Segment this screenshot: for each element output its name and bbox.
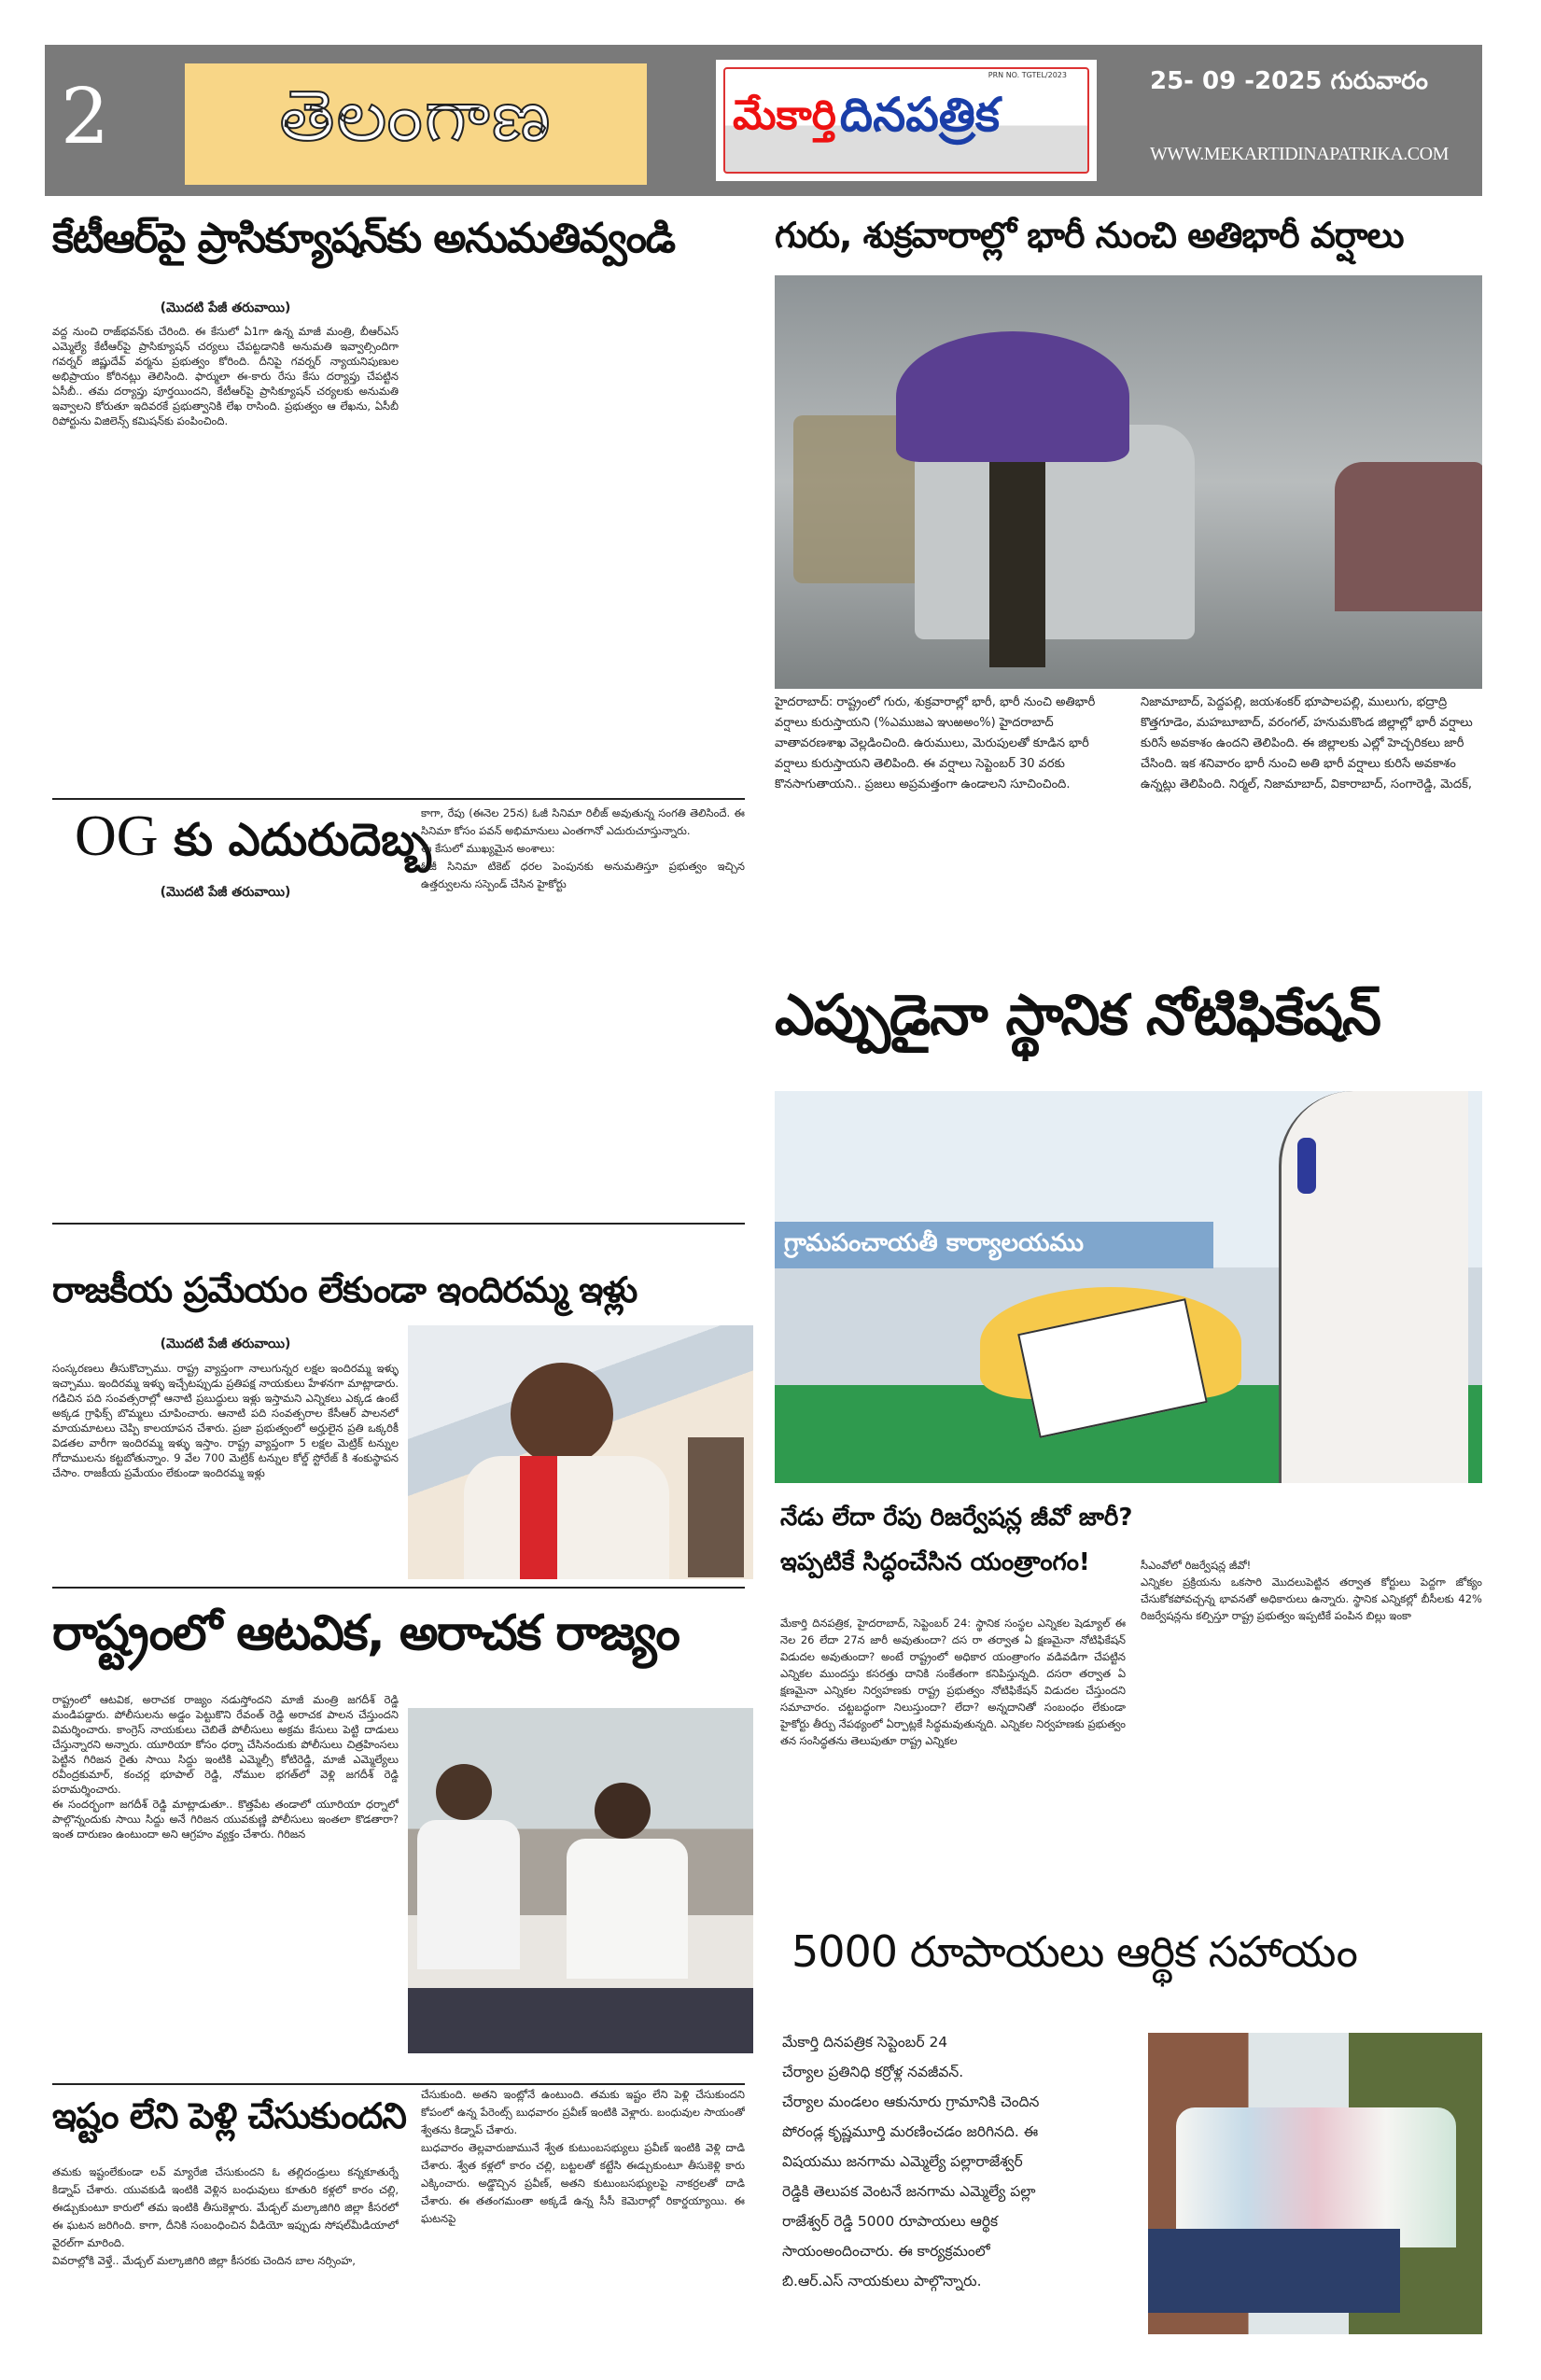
photo-leaders-visit [408,1708,753,2053]
continued-label: (మొదటి పేజీ తరువాయి) [160,1337,291,1351]
newspaper-logo [716,60,1097,181]
logo-text-blue: దినపత్రిక [839,87,1000,142]
section-title-box [185,63,647,185]
page-number: 2 [61,73,110,161]
divider [52,1587,745,1589]
logo-text-red: మేకార్తి [733,91,836,139]
headline-ktr: కేటీఆర్‌పై ప్రాసిక్యూషన్‌కు అనుమతివ్వండి [52,215,675,262]
article-body-rain-col1: హైదరాబాద్: రాష్ట్రంలో గురు, శుక్రవారాల్లో భారీ, భారీ నుంచి అతిభారీ వర్షాలు కురుస్తాయని (%ఎముజఎ ఞుఱఅం%) హైదరాబాద్ వాతావరణశాఖ వెల్లడించింది. ఉరుములు, మెరుపులతో కూడిన భారీ వర్షాలు కురుస్తాయని తెలిపింది. ఈ వర్షాలు సెప్టెంబర్ 30 వరకు కొనసాగుతాయని.. ప్రజలు అప్రమత్తంగా ఉండాలని సూచించింది. [775,695,1096,791]
illustration-ballot-voting [775,1091,1482,1483]
headline-aid: 5000 రూపాయలు ఆర్థిక సహాయం [792,1926,1357,1977]
photo-aid-handover [1148,2033,1482,2334]
headline-jagadish: రాష్ట్రంలో ఆటవిక, అరాచక రాజ్యం [52,1605,679,1661]
article-body-aid: మేకార్తి దినపత్రిక సెప్టెంబర్ 24 చేర్యాల ప్రతినిధి కర్రోళ్ల నవజీవన్. చేర్యాల మండలం ఆకునూరు గ్రామానికి చెందిన పోరండ్ల కృష్ణమూర్తి మరణించడం జరిగినది. ఈ విషయము జనగామ ఎమ్మెల్యే పల్లారాజేశ్వర్ రెడ్డికి తెలుపక వెంటనే జనగామ ఎమ్మెల్యే పల్లా రాజేశ్వర్ రెడ్డి 5000 రూపాయలు ఆర్థిక సాయంఅందించారు. ఈ కార్యక్రమంలో బి.ఆర్.ఎస్ నాయకులు పాల్గొన్నారు. [782,2034,1040,2289]
article-body-local-col2: సీఎంవోలో రిజర్వేషన్ల జీవో! ఎన్నికల ప్రక్రియను ఒకసారి మొదలుపెట్టిన తర్వాత కోర్టులు పెద్దగా జోక్యం చేసుకోకపోవచ్చన్న భావనతో అధికారులు ఉన్నారు. స్థానిక ఎన్నికల్లో బీసీలకు 42% రిజర్వేషన్లను కల్పిస్తూ రాష్ట్ర ప్రభుత్వం ఇప్పటికే పంపిన బిల్లు ఇంకా [1141,1559,1482,1622]
website-url[interactable]: WWW.MEKARTIDINAPATRIKA.COM [1150,144,1449,164]
article-body-local-col1: మేకార్తి దినపత్రిక, హైదరాబాద్, సెప్టెంబర్ 24: స్థానిక సంస్థల ఎన్నికల షెడ్యూల్ ఈ నెల 26 లేదా 27న జారీ అవుతుందా? దస రా తర్వాత ఏ క్షణమైనా నోటిఫికేషన్ విడుదల అవుతుందా? అంటే రాష్ట్రంలో అధికార యంత్రాంగం వడివడిగా చేపట్టిన ఎన్నికల ముందస్తు కసరత్తు దానికి సంకేతంగా కనిపిస్తున్నది. దసరా తర్వాత ఏ క్షణమైనా ఎన్నికల నిర్వహణకు రాష్ట్ర ప్రభుత్వం నోటిఫికేషన్ విడుదల చేస్తుందని సమాచారం. చట్టబద్ధంగా నిలుస్తుందా? లేదా? అన్నదానితో సంబంధం లేకుండా హైకోర్టు తీర్పు నేపథ్యంలో ఏర్పాట్లకే సిద్ధమవుతున్నది. ఎన్నికల నిర్వహణకు ప్రభుత్వం తన సంసిద్ధతను తెలుపుతూ రాష్ట్ర ఎన్నికల [780,1617,1126,1747]
divider [52,2083,745,2085]
article-body-jagadish: రాష్ట్రంలో ఆటవిక, అరాచక రాజ్యం నడుస్తోందని మాజీ మంత్రి జగదీశ్ రెడ్డి మండిపడ్డారు. పోలీసులను అడ్డం పెట్టుకొని రేవంత్ రెడ్డి అరాచక పాలన చేస్తుందని విమర్శించారు. కాంగ్రెస్ నాయకులు చెబితే పోలీసులు అక్రమ కేసులు పెట్టి దాడులు చేస్తున్నారని అన్నారు. యూరియా కోసం ధర్నా చేసినందుకు పోలీసులు చిత్రహింసలు పెట్టిన గిరిజన రైతు సాయి సిద్దు ఇంటికి ఎమ్మెల్సీ కోటిరెడ్డి, మాజీ ఎమ్మెల్యేలు రవీంద్రకుమార్, కంచర్ల భూపాల్ రెడ్డి, నోముల భగత్‌లో వెళ్లి జగదీశ్ రెడ్డి పరామర్శించారు. ఈ సందర్భంగా జగదీశ్ రెడ్డి మాట్లాడుతూ.. కొత్తపేట తండాలో యూరియా ధర్నాలో పాల్గొన్నందుకు సాయి సిద్దు అనే గిరిజన యువకుణ్ణి పోలీసులు ఇంతలా కొడతారా? ఇంత దారుణం ఉంటుందా అని ఆగ్రహం వ్యక్తం చేశారు. గిరిజన [52,1693,399,1841]
subheadline-reservation-go: నేడు లేదా రేపు రిజర్వేషన్ల జీవో జారీ? [780,1504,1133,1532]
divider [52,1223,745,1225]
article-body-og: కాగా, రేపు (ఈనెల 25న) ఓజీ సినిమా రిలీజ్ అవుతున్న సంగతి తెలిసిందే. ఈ సినిమా కోసం పవన్ అభిమానులు ఎంతగానో ఎదురుచూస్తున్నారు. ఈ కేసులో ముఖ్యమైన అంశాలు: ఓజీ సినిమా టికెట్ ధరల పెంపునకు అనుమతిస్తూ ప్రభుత్వం ఇచ్చిన ఉత్తర్వులను సస్పెండ్ చేసిన హైకోర్టు [421,806,745,890]
photo-rain-umbrella [775,275,1482,689]
article-body-ktr: వద్ద నుంచి రాజ్‌భవన్‌కు చేరింది. ఈ కేసులో ఏ1గా ఉన్న మాజీ మంత్రి, బీఆర్ఎస్ ఎమ్మెల్యే కేటీఆర్‌పై ప్రాసిక్యూషన్ చర్యలు చేపట్టడానికి అనుమతి ఇవ్వాల్సిందిగా గవర్నర్ జిష్ణుదేవ్ వర్మను ప్రభుత్వం కోరింది. దీనిపై గవర్నర్ న్యాయనిపుణుల అభిప్రాయం కోరినట్లు తెలిసింది. ఫార్ములా ఈ-కారు రేసు కేసు దర్యాప్తు చేపట్టిన ఏసీబీ.. తమ దర్యాప్తు పూర్తయిందని, కేటీఆర్‌పై ప్రాసిక్యూషన్ చర్యలకు అనుమతి ఇవ్వాలని కోరుతూ ఇదివరకే ప్రభుత్వానికి లేఖ రాసింది. ప్రభుత్వం ఆ లేఖను, ఏసీబీ రిపోర్టును విజిలెన్స్ కమిషన్‌కు పంపించింది. [52,325,399,427]
article-body-indiramma: సంస్కరణలు తీసుకొచ్చాము. రాష్ట్ర వ్యాప్తంగా నాలుగున్నర లక్షల ఇందిరమ్మ ఇళ్ళు ఇచ్చాము. ఇందిరమ్మ ఇళ్ళు ఇచ్చేటప్పుడు ప్రతిపక్ష నాయకులు హేళనగా మాట్లాడారు. గడిచిన పది సంవత్సరాల్లో ఆనాటి ప్రబుద్ధులు ఇళ్లు ఇస్తామని ఎన్నికలు ఎక్కడ ఉంటే అక్కడ గ్రాఫిక్స్ బొమ్మలు చూపించారు. ఆనాటి పది సంవత్సరాల కేసీఆర్ పాలనలో మాయమాటలు చెప్పి కాలయాపన చేశారు. ప్రజా ప్రభుత్వంలో అర్హులైన ప్రతి ఒక్కరికీ విడతల వారీగా ఇందిరమ్మ ఇళ్ళు ఇస్తాం. రాష్ట్ర వ్యాప్తంగా 5 లక్షల మెట్రిక్ టన్నుల గోదాములను కట్టబోతున్నాం. 9 వేల 700 మెట్రిక్ టన్నుల కోల్డ్ స్టోరేజ్ కి శంకుస్థాపన చేసాం. రాజకీయ ప్రమేయం లేకుండా ఇందిరమ్మ ఇళ్లు [52,1362,399,1479]
continued-label: (మొదటి పేజీ తరువాయి) [160,301,291,315]
article-body-kidnap-col2: చేసుకుంది. అతని ఇంట్లోనే ఉంటుంది. తమకు ఇష్టం లేని పెళ్లి చేసుకుందని కోపంలో ఉన్న పేరెంట్స్ బుధవారం ప్రవీణ్ ఇంటికి వెళ్లారు. బంధువుల సాయంతో శ్వేతను కిడ్నాప్ చేశారు. బుధవారం తెల్లవారుజామునే శ్వేత కుటుంబసభ్యులు ప్రవీణ్ ఇంటికి వెళ్లి దాడి చేశారు. శ్వేత కళ్లలో కారం చల్లి, బట్టలతో కట్టేసి ఈడ్చుకుంటూ తీసుకెళ్లి కారు ఎక్కించారు. అడ్డొచ్చిన ప్రవీణ్, అతని కుటుంబసభ్యులపై నాకర్రలతో దాడి చేశారు. ఈ తతంగమంతా అక్కడే ఉన్న సీసీ కెమెరాల్లో రికార్డయ్యాయి. ఈ ఘటనపై [421,2088,745,2225]
photo-minister-speaking [408,1325,753,1579]
headline-indiramma: రాజకీయ ప్రమేయం లేకుండా ఇందిరమ్మ ఇళ్లు [52,1269,637,1310]
article-body-rain-col2: నిజామాబాద్, పెద్దపల్లి, జయశంకర్ భూపాలపల్లి, ములుగు, భద్రాద్రి కొత్తగూడెం, మహబూబాద్, వరంగల్, హనుమకొండ జిల్లాల్లో భారీ వర్షాలు కురిసే అవకాశం ఉందని తెలిపింది. ఈ జిల్లాలకు ఎల్లో హెచ్చరికలు జారీ చేసింది. ఇక శనివారం భారీ నుంచి అతి భారీ వర్షాలు కురిసే అవకాశం ఉన్నట్లు తెలిపింది. నిర్మల్, నిజామాబాద్, వికారాబాద్, సంగారెడ్డి, మెదక్, [1141,695,1473,791]
logo-prn: PRN NO. TGTEL/2023 [988,71,1067,79]
section-title: తెలంగాణ [279,74,553,157]
headline-kidnap: ఇష్టం లేని పెళ్లి చేసుకుందని [52,2095,406,2136]
continued-label: (మొదటి పేజీ తరువాయి) [160,885,291,900]
headline-local-notification: ఎప్పుడైనా స్థానిక నోటిఫికేషన్ [775,983,1381,1048]
issue-date: 25- 09 -2025 గురువారం [1150,67,1428,95]
divider [52,798,745,800]
article-body-kidnap-col1: తమకు ఇష్టంలేకుండా లవ్ మ్యారేజి చేసుకుందని ఓ తల్లిదండ్రులు కన్నకూతుర్నే కిడ్నాప్ చేశారు. యువకుడి ఇంటికి వెళ్లిన బంధువులు కూతురి కళ్లలో కారం చల్లి, ఈడ్చుకుంటూ కారులో తమ ఇంటికి తీసుకెళ్లారు. మేడ్చల్ మల్కాజిగిరి జిల్లా కీసరలో ఈ ఘటన జరిగింది. కాగా, దీనికి సంబంధించిన వీడియో ఇప్పుడు సోషల్‌మీడియాలో వైరల్‌గా మారింది. వివరాల్లోకి వెళ్తే.. మేడ్చల్ మల్కాజిగిరి జిల్లా కీసరకు చెందిన బాల నర్సింహ, [52,2165,399,2267]
subheadline-machinery-ready: ఇప్పటికే సిద్ధంచేసిన యంత్రాంగం! [780,1548,1090,1576]
headline-rain: గురు, శుక్రవారాల్లో భారీ నుంచి అతిభారీ వర్షాలు [775,215,1404,256]
illustration-text: గ్రామపంచాయతీ కార్యాలయము [784,1229,1085,1257]
headline-og: OG కు ఎదురుదెబ్బ [75,805,432,868]
